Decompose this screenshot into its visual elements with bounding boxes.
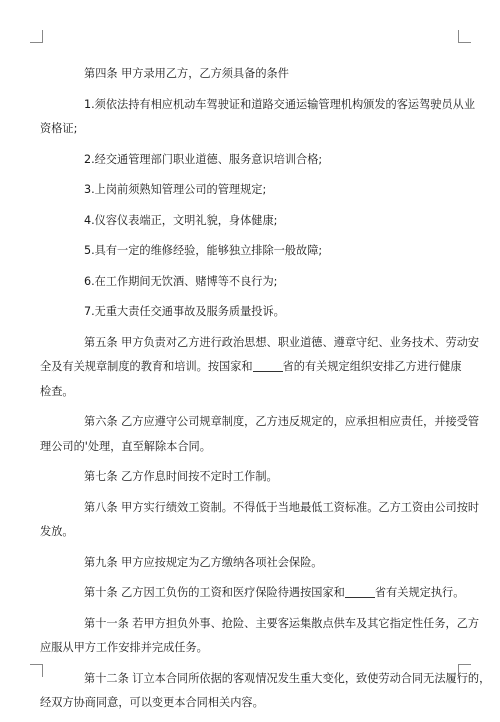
article-9: 第九条 甲方应按规定为乙方缴纳各项社会保险。: [84, 555, 323, 569]
document-body: [40, 62, 491, 722]
crop-mark-top-right: [458, 30, 471, 43]
condition-1: 1.须依法持有相应机动车驾驶证和道路交通运输管理机构颁发的客运驾驶员从业 资格证;: [40, 97, 476, 135]
fill-in-blank: [345, 585, 375, 598]
fill-in-blank: [253, 359, 283, 372]
crop-mark-bottom-left: [30, 664, 43, 677]
condition-2: 2.经交通管理部门职业道德、服务意识培训合格;: [84, 152, 323, 166]
article-6: 第六条 乙方应遵守公司规章制度，乙方违反规定的，应承担相应责任，并接受管 理公司的'处理，直至解除本合同。: [40, 415, 480, 453]
article-11: 第十一条 若甲方担负外事、抢险、主要客运集散点供车及其它指定性任务，乙方 应服从甲方工作安排并完成任务。: [40, 616, 480, 654]
article-10: 第十条 乙方因工负伤的工资和医疗保险待遇按国家和 省有关规定执行。: [84, 586, 465, 599]
article-7: 第七条 乙方作息时间按不定时工作制。: [84, 470, 278, 483]
crop-mark-top-left: [30, 30, 43, 43]
article-5: 第五条 甲方负责对乙方进行政治思想、职业道德、遵章守纪、业务技术、劳动安 全及有关规章制度的教育和培训。按国家和 省的有关规定组织安排乙方进行健康 检查。: [40, 335, 480, 398]
condition-5: 5.具有一定的维修经验，能够独立排除一般故障;: [84, 244, 323, 257]
condition-6: 6.在工作期间无饮酒、赌博等不良行为;: [84, 274, 278, 288]
condition-3: 3.上岗前须熟知管理公司的管理规定;: [84, 183, 267, 196]
article-12: 第十二条 订立本合同所依据的客观情况发生重大变化，致使劳动合同无法履行的， 经双方协商同意，可以变更本合同相关内容。: [40, 671, 491, 709]
article-8: 第八条 甲方实行绩效工资制。不得低于当地最低工资标准。乙方工资由公司按时 发放。: [40, 500, 480, 538]
condition-7: 7.无重大责任交通事故及服务质量投诉。: [84, 305, 285, 318]
condition-4: 4.仪容仪表端正，文明礼貌，身体健康;: [84, 213, 278, 227]
article-4-heading: 第四条 甲方录用乙方，乙方须具备的条件: [84, 67, 289, 80]
